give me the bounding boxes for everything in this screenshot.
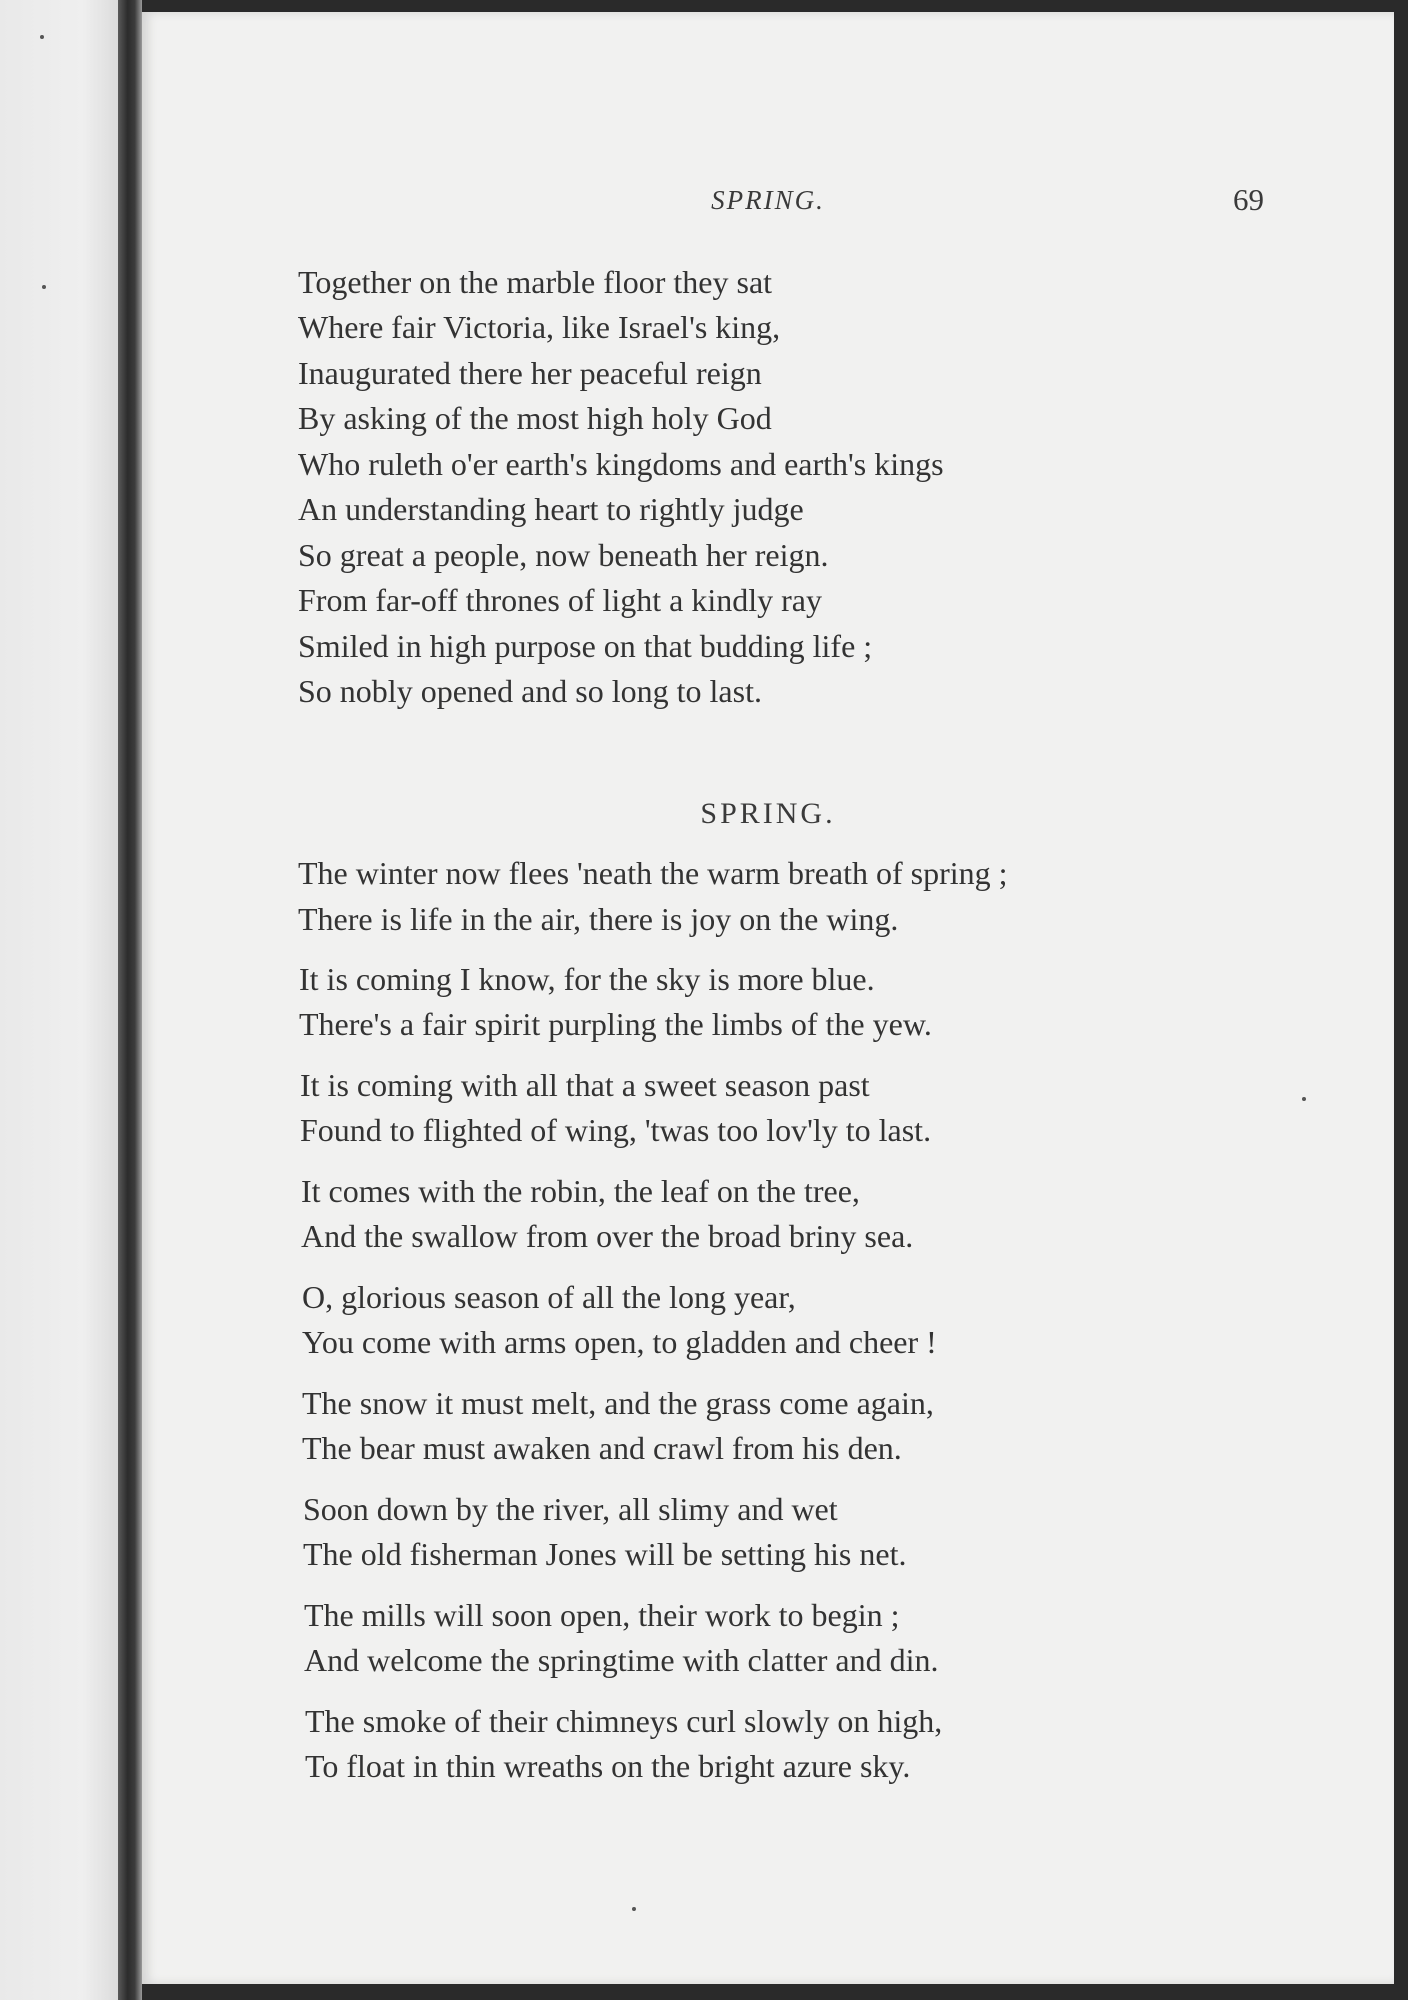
poem-line: To float in thin wreaths on the bright azure sky. — [305, 1748, 911, 1784]
page-number: 69 — [1233, 182, 1264, 217]
poem-line: It is coming I know, for the sky is more blue. — [299, 961, 875, 997]
book-spine — [118, 0, 142, 2000]
poem-line: Together on the marble floor they sat — [298, 264, 773, 300]
book-page — [142, 12, 1394, 1984]
poem-line: It is coming with all that a sweet season past — [300, 1067, 870, 1103]
poem-line: Inaugurated there her peaceful reign — [298, 355, 762, 391]
poem-line: There is life in the air, there is joy on the wing. — [298, 901, 899, 937]
poem-line: You come with arms open, to gladden and cheer ! — [302, 1324, 937, 1360]
poem-line: Where fair Victoria, like Israel's king, — [298, 309, 781, 345]
poem-line: It comes with the robin, the leaf on the tree, — [301, 1173, 860, 1209]
poem-line: The bear must awaken and crawl from his den. — [302, 1430, 902, 1466]
poem-line: Smiled in high purpose on that budding life ; — [298, 628, 873, 664]
page-speck — [632, 1907, 636, 1911]
poem-line: By asking of the most high holy God — [298, 400, 772, 436]
poem-line: The old fisherman Jones will be setting his net. — [303, 1536, 907, 1572]
poem-line: The mills will soon open, their work to begin ; — [304, 1597, 900, 1633]
poem-line: So nobly opened and so long to last. — [298, 673, 762, 709]
facing-page-edge — [0, 0, 118, 2000]
poem-line: There's a fair spirit purpling the limbs of the yew. — [299, 1006, 932, 1042]
poem-line: The snow it must melt, and the grass come again, — [302, 1385, 934, 1421]
running-title: SPRING. — [711, 185, 825, 215]
poem-title: SPRING. — [700, 797, 836, 830]
page-speck — [42, 285, 46, 289]
poem-line: And the swallow from over the broad briny sea. — [301, 1218, 914, 1254]
poem-line: So great a people, now beneath her reign. — [298, 537, 829, 573]
poem-line: O, glorious season of all the long year, — [302, 1279, 796, 1315]
poem-line: From far-off thrones of light a kindly ray — [298, 582, 822, 618]
page-speck — [1302, 1097, 1306, 1101]
poem-line: The winter now flees 'neath the warm breath of spring ; — [298, 855, 1008, 891]
poem-line: An understanding heart to rightly judge — [298, 491, 804, 527]
poem-line: Found to flighted of wing, 'twas too lov'ly to last. — [300, 1112, 932, 1148]
page-speck — [40, 35, 44, 39]
poem-line: Soon down by the river, all slimy and wet — [303, 1491, 838, 1527]
poem-line: And welcome the springtime with clatter and din. — [304, 1642, 939, 1678]
poem-line: The smoke of their chimneys curl slowly on high, — [305, 1703, 943, 1739]
poem-line: Who ruleth o'er earth's kingdoms and earth's kings — [298, 446, 944, 482]
